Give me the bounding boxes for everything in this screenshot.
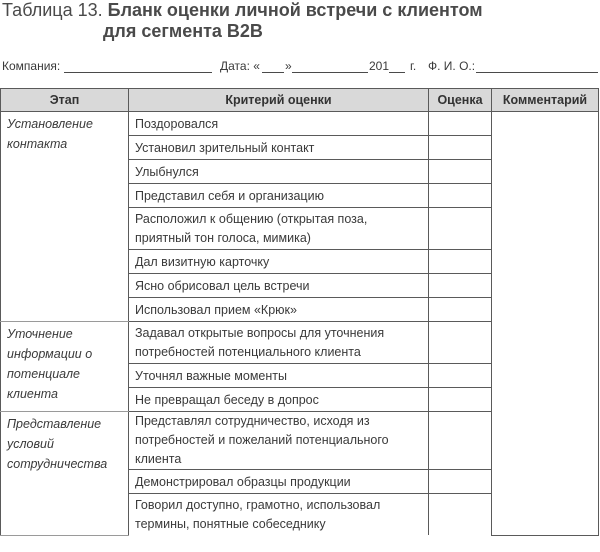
evaluation-table [0,88,599,536]
company-label: Компания: [2,59,61,73]
date-mid: » [285,59,292,73]
score-cell[interactable] [429,208,492,250]
criterion-cell: Ясно обрисовал цель встречи [129,274,429,298]
month-blank[interactable] [292,59,368,73]
header-row [1,89,599,112]
score-cell[interactable] [429,494,492,536]
title-prefix: Таблица 13. [2,0,103,20]
title-line1: Бланк оценки личной встречи с клиентом [107,0,483,20]
table-title [2,0,483,41]
criterion-cell: Не превращал беседу в допрос [129,388,429,412]
score-cell[interactable] [429,412,492,470]
year-blank[interactable] [389,59,405,73]
score-cell[interactable] [429,112,492,136]
score-cell[interactable] [429,136,492,160]
score-cell[interactable] [429,388,492,412]
company-blank[interactable] [64,59,212,73]
score-cell[interactable] [429,298,492,322]
criterion-cell: Улыбнулся [129,160,429,184]
criterion-cell: Представлял сотрудничество, исходя из потребностей и пожеланий потенциального клиента [129,412,429,470]
stage-cell: Установление контакта [1,112,129,322]
title-line2: для сегмента В2В [103,21,263,41]
criterion-cell: Уточнял важные моменты [129,364,429,388]
score-cell[interactable] [429,184,492,208]
score-cell[interactable] [429,160,492,184]
year-suffix: г. [410,59,417,73]
criterion-cell: Использовал прием «Крюк» [129,298,429,322]
day-blank[interactable] [262,59,284,73]
score-cell[interactable] [429,364,492,388]
criterion-cell: Дал визитную карточку [129,250,429,274]
fio-blank[interactable] [476,59,598,73]
criterion-cell: Демонстрировал образцы продукции [129,470,429,494]
stage-cell: Уточнение информации о потенциале клиента [1,322,129,412]
criterion-cell: Установил зрительный контакт [129,136,429,160]
comment-cell[interactable] [492,112,599,536]
header-comment: Комментарий [492,89,599,112]
score-cell[interactable] [429,470,492,494]
criterion-cell: Говорил доступно, грамотно, использовал термины, понятные собеседнику [129,494,429,536]
header-criterion: Критерий оценки [129,89,429,112]
table-row [1,112,599,136]
header-stage: Этап [1,89,129,112]
score-cell[interactable] [429,274,492,298]
score-cell[interactable] [429,250,492,274]
criterion-cell: Задавал открытые вопросы для уточнения потребностей потенциального клиента [129,322,429,364]
date-label: Дата: « [220,59,260,73]
score-cell[interactable] [429,322,492,364]
criterion-cell: Представил себя и организацию [129,184,429,208]
year-label: 201 [369,59,390,73]
criterion-cell: Расположил к общению (открытая поза, приятный тон голоса, мимика) [129,208,429,250]
header-score: Оценка [429,89,492,112]
criterion-cell: Поздоровался [129,112,429,136]
stage-cell: Представление условий сотрудничества [1,412,129,536]
fio-label: Ф. И. О.: [428,59,476,73]
